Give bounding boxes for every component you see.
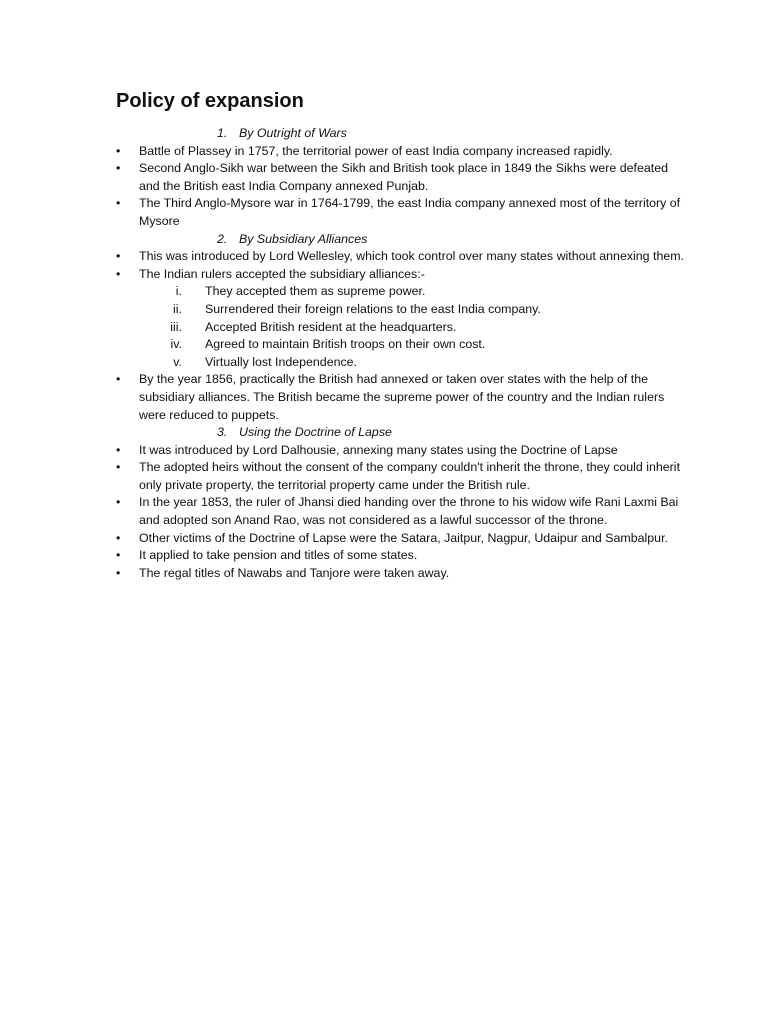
list-item [116, 494, 684, 529]
roman-numeral: iii. [170, 319, 182, 334]
section-heading [116, 231, 684, 249]
list-item-text: In the year 1853, the ruler of Jhansi died handing over the throne to his widow wife Rani Laxmi Bai and adopted son Anand Rao, was not considered as a lawful successor of the throne. [139, 495, 679, 528]
document-body [116, 125, 684, 582]
bullet-icon: • [116, 266, 121, 281]
bullet-icon: • [116, 442, 121, 457]
bullet-icon: • [116, 196, 121, 211]
section-title: By Subsidiary Alliances [239, 231, 368, 246]
sub-list-item [116, 336, 684, 354]
list-item-text: Second Anglo-Sikh war between the Sikh and British took place in 1849 the Sikhs were defeated and the British east India Company annexed Punjab. [139, 161, 668, 193]
bullet-icon: • [116, 143, 121, 158]
section-number: 2. [217, 231, 228, 246]
list-item [116, 371, 684, 424]
section-heading [116, 125, 684, 143]
list-item-text: Other victims of the Doctrine of Lapse were the Satara, Jaitpur, Nagpur, Udaipur and Sambalpur. [139, 530, 668, 545]
roman-numeral: i. [175, 284, 182, 299]
sub-list-item-text: Virtually lost Independence. [205, 354, 358, 369]
list-item [116, 459, 684, 494]
bullet-icon: • [116, 460, 121, 475]
roman-numeral: ii. [173, 301, 182, 316]
list-item-text: The adopted heirs without the consent of the company couldn't inherit the throne, they could inherit only private property, the territorial property came under the British rule. [139, 460, 681, 492]
list-item-text: It applied to take pension and titles of some states. [139, 548, 418, 563]
bullet-icon: • [116, 530, 121, 545]
sub-list-item-text: Agreed to maintain British troops on their own cost. [205, 337, 486, 352]
sub-list-item-text: Surrendered their foreign relations to the east India company. [205, 301, 541, 316]
list-item [116, 565, 684, 583]
bullet-icon: • [116, 372, 121, 387]
section-number: 3. [217, 425, 228, 440]
list-item [116, 266, 684, 284]
bullet-icon: • [116, 548, 121, 563]
list-item-text: Battle of Plassey in 1757, the territorial power of east India company increased rapidly. [139, 143, 613, 158]
list-item-text: By the year 1856, practically the British had annexed or taken over states with the help of the subsidiary alliances. The British became the supreme power of the country and the Indian rulers were reduced to puppets. [139, 372, 665, 422]
roman-numeral: v. [173, 354, 182, 369]
list-item-text: The Third Anglo-Mysore war in 1764-1799, the east India company annexed most of the territory of Mysore [139, 196, 681, 228]
page-title: Policy of expansion [116, 90, 304, 112]
sub-list-item-text: They accepted them as supreme power. [205, 284, 426, 299]
section-heading [116, 424, 684, 442]
section-number: 1. [217, 126, 228, 140]
sub-list-item [116, 283, 684, 301]
sub-list-item-text: Accepted British resident at the headquarters. [205, 319, 457, 334]
section-title: Using the Doctrine of Lapse [239, 425, 392, 440]
bullet-icon: • [116, 565, 121, 580]
list-item [116, 442, 684, 460]
list-item-text: This was introduced by Lord Wellesley, which took control over many states without annexing them. [139, 249, 684, 264]
list-item [116, 195, 684, 230]
list-item [116, 143, 684, 161]
list-item [116, 248, 684, 266]
list-item-text: The Indian rulers accepted the subsidiary alliances:- [139, 266, 425, 281]
roman-numeral: iv. [170, 337, 182, 352]
list-item-text: The regal titles of Nawabs and Tanjore were taken away. [139, 565, 450, 580]
list-item [116, 530, 684, 548]
sub-list-item [116, 301, 684, 319]
bullet-icon: • [116, 495, 121, 510]
sub-list-item [116, 354, 684, 372]
bullet-icon: • [116, 161, 121, 176]
list-item [116, 547, 684, 565]
list-item [116, 160, 684, 195]
sub-list-item [116, 319, 684, 337]
bullet-icon: • [116, 249, 121, 264]
list-item-text: It was introduced by Lord Dalhousie, annexing many states using the Doctrine of Lapse [139, 442, 618, 457]
section-title: By Outright of Wars [239, 126, 347, 140]
